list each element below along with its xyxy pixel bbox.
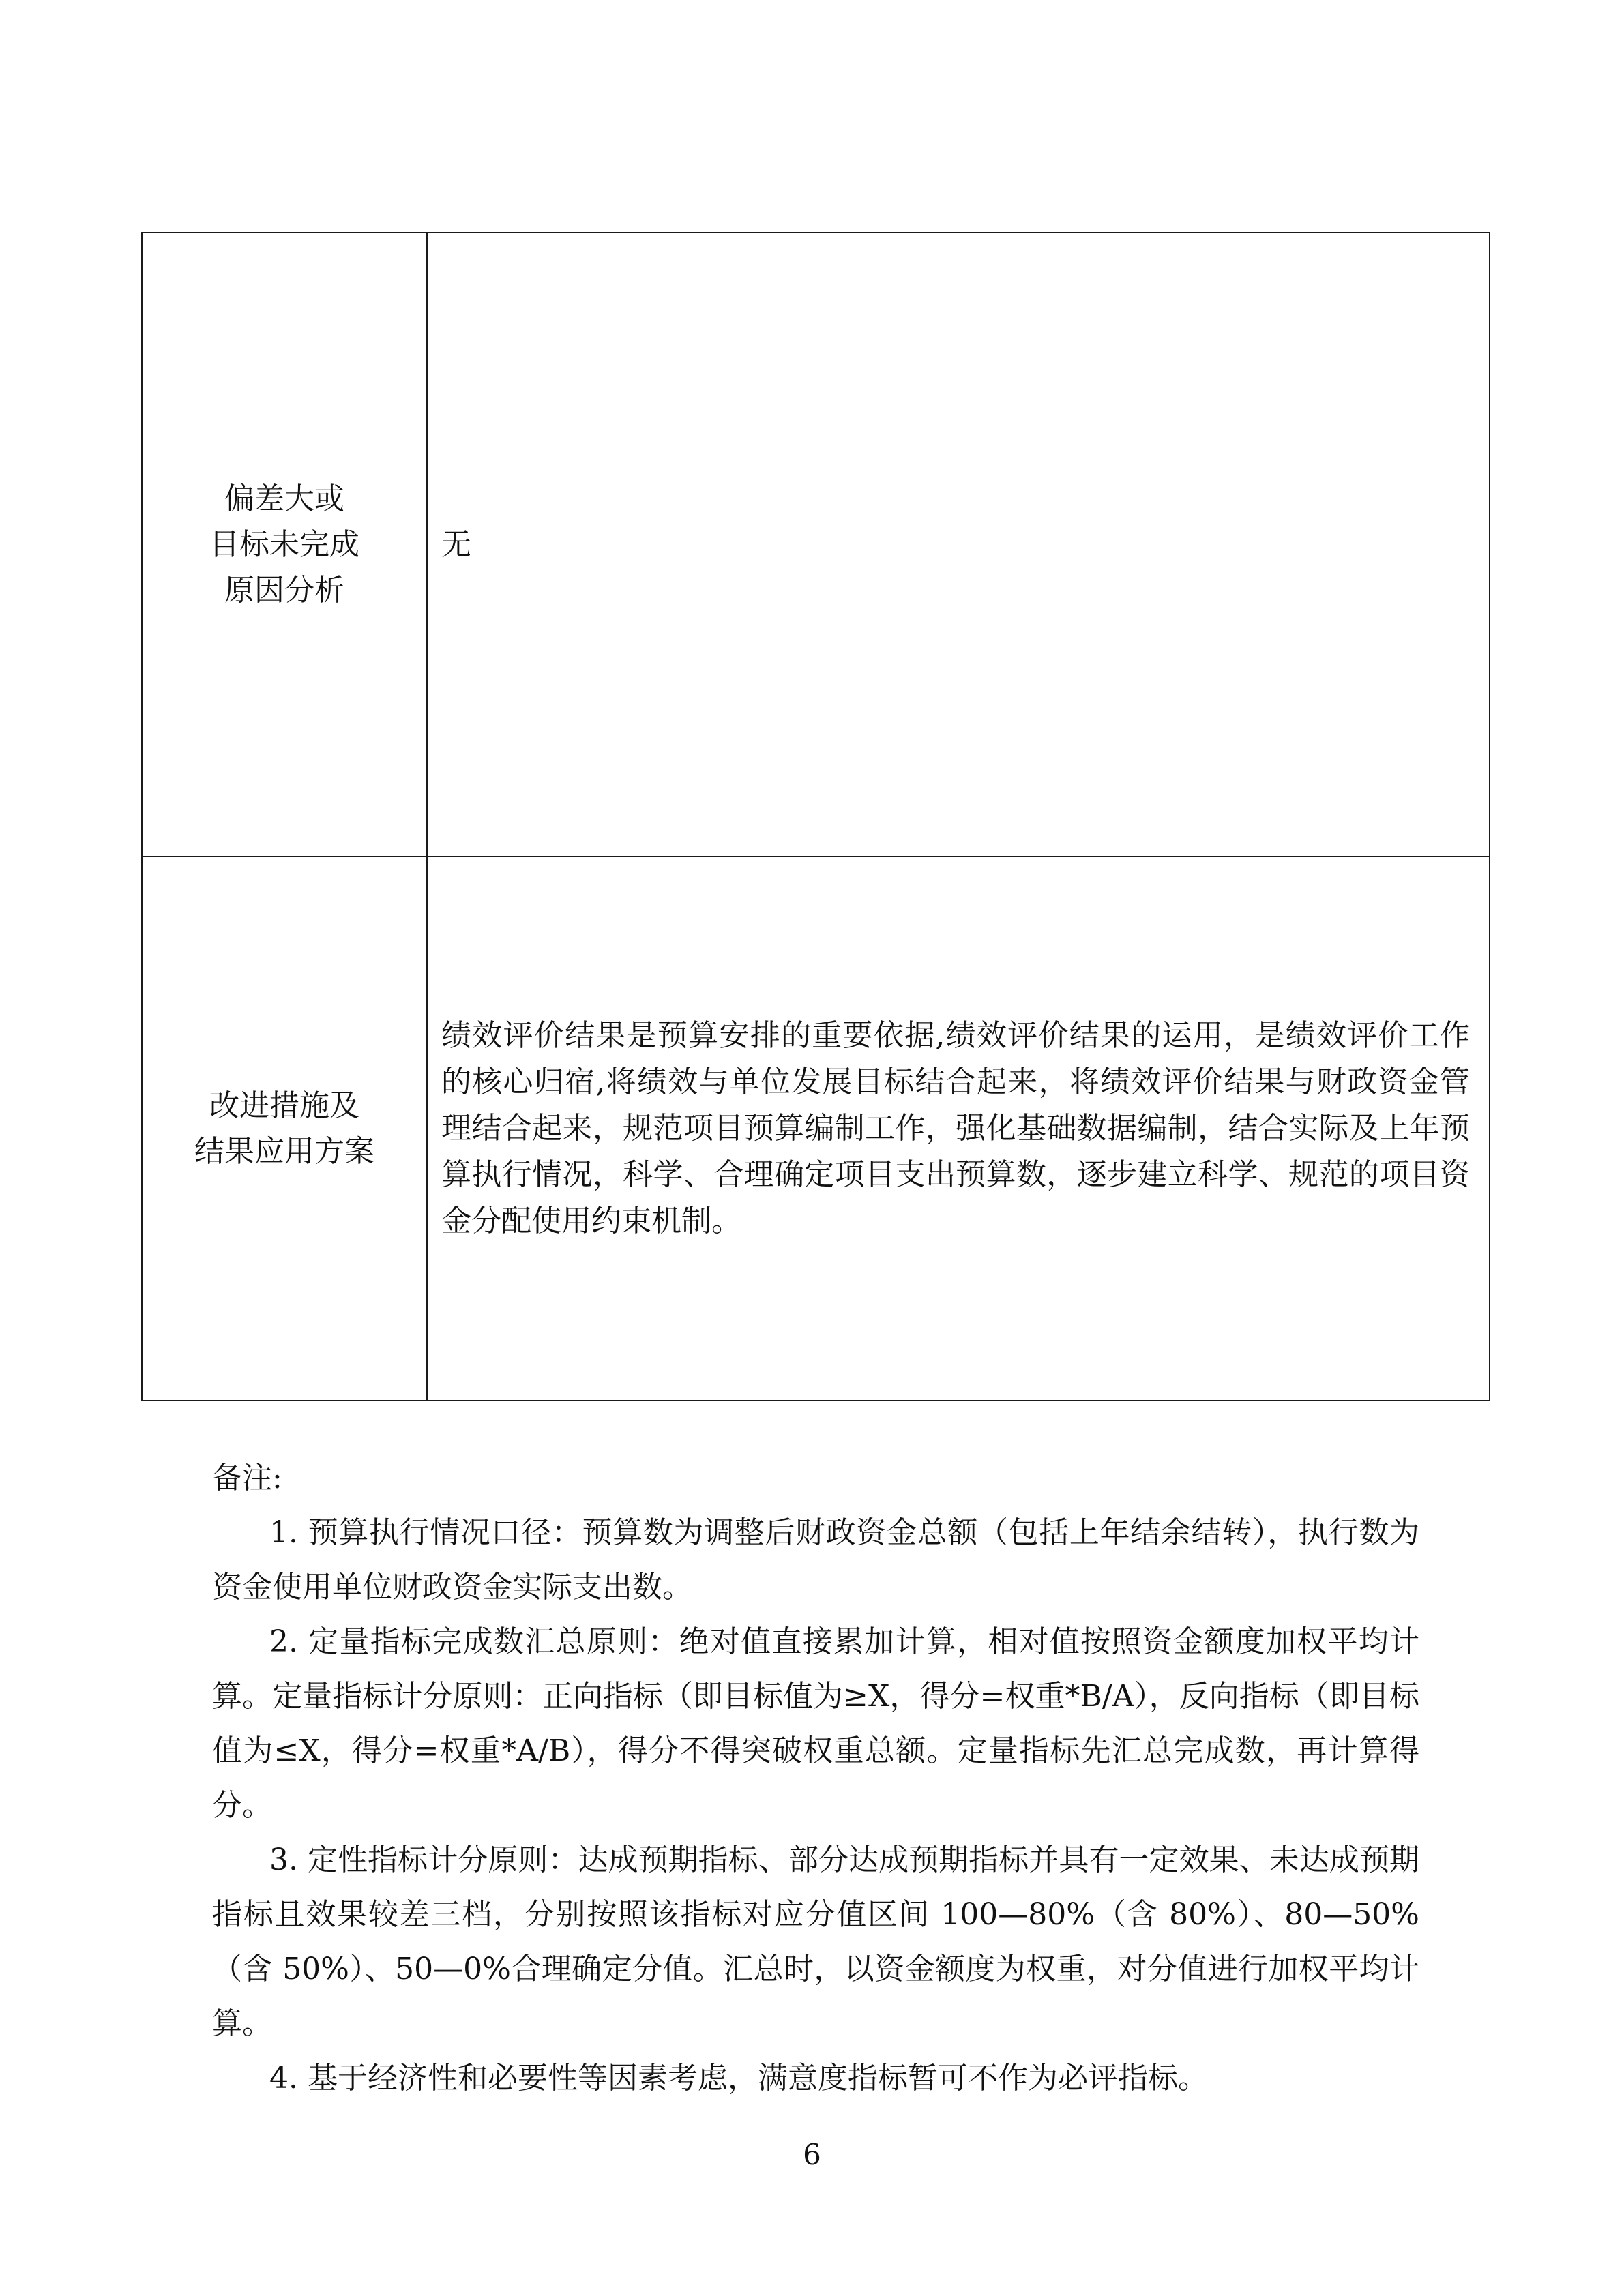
note-item-1: 1. 预算执行情况口径：预算数为调整后财政资金总额（包括上年结余结转），执行数为资金使用单位财政资金实际支出数。 <box>212 1515 1419 1605</box>
table-row <box>142 856 1490 1401</box>
deviation-analysis-content: 无 <box>427 233 1490 856</box>
table-row <box>142 233 1490 856</box>
improvement-plan-content: 绩效评价结果是预算安排的重要依据,绩效评价结果的运用，是绩效评价工作的核心归宿,将绩效与单位发展目标结合起来，将绩效评价结果与财政资金管理结合起来，规范项目预算编制工作，强化基础数据编制，结合实际及上年预算执行情况，科学、合理确定项目支出预算数，逐步建立科学、规范的项目资金分配使用约束机制。 <box>427 856 1490 1401</box>
row-label-deviation-analysis <box>142 233 427 856</box>
label-line: 结果应用方案 <box>194 1134 374 1169</box>
label-line: 改进措施及 <box>209 1088 359 1123</box>
label-line: 目标未完成 <box>209 527 359 562</box>
row-label-improvement-plan <box>142 856 427 1401</box>
note-item-4: 4. 基于经济性和必要性等因素考虑，满意度指标暂可不作为必评指标。 <box>269 2061 1208 2096</box>
label-line: 原因分析 <box>224 573 344 608</box>
note-item-2: 2. 定量指标完成数汇总原则：绝对值直接累加计算，相对值按照资金额度加权平均计算。定量指标计分原则：正向指标（即目标值为≥X，得分=权重*B/A），反向指标（即目标值为≤X，得分=权重*A/B），得分不得突破权重总额。定量指标先汇总完成数，再计算得分。 <box>212 1624 1419 1823</box>
label-line: 偏差大或 <box>224 481 344 516</box>
page-number: 6 <box>803 2138 821 2171</box>
note-item-3: 3. 定性指标计分原则：达成预期指标、部分达成预期指标并具有一定效果、未达成预期指标且效果较差三档，分别按照该指标对应分值区间 100—80%（含 80%）、80—50%（含 50%）、50—0%合理确定分值。汇总时，以资金额度为权重，对分值进行加权平均计算。 <box>212 1843 1419 2041</box>
notes-heading: 备注: <box>212 1461 282 1495</box>
notes-section <box>212 1451 1419 2106</box>
evaluation-table <box>141 232 1490 1401</box>
